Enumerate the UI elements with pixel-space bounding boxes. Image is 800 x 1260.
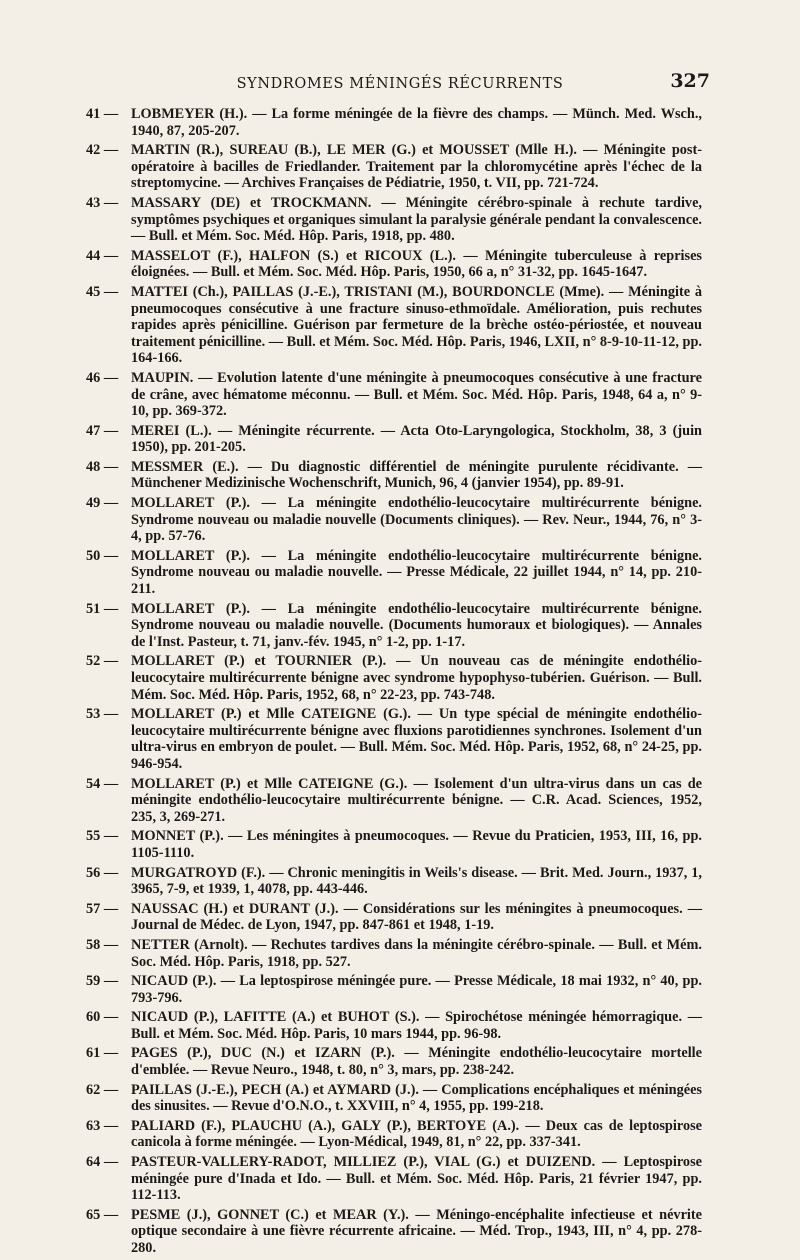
reference-number: 62 —	[86, 1081, 119, 1098]
reference-number: 47 —	[86, 422, 119, 439]
reference-number: 43 —	[86, 194, 119, 211]
reference-list	[86, 106, 702, 1260]
reference-entry	[86, 706, 702, 772]
reference-entry	[86, 370, 702, 420]
reference-text: NICAUD (P.), LAFITTE (A.) et BUHOT (S.). — Spirochétose méningée hémorragique. — Bull. et Mém. Soc. Méd. Hôp. Paris, 10 mars 1944, pp. 96-98.	[131, 1009, 702, 1042]
reference-text: MATTEI (Ch.), PAILLAS (J.-E.), TRISTANI (M.), BOURDONCLE (Mme). — Méningite à pneumocoques consécutive à une fracture sinuso-ethmoïdale. Amélioration, puis rechutes rapides après pénicilline. Guérison par fermeture de la brèche ostéo-périostée, et nouveau traitement pénicilline. — Bull. et Mém. Soc. Méd. Hôp. Paris, 1946, LXII, n° 8-9-10-11-12, pp. 164-166.	[131, 283, 702, 367]
reference-number: 48 —	[86, 458, 119, 475]
reference-number: 41 —	[86, 106, 119, 122]
reference-text: MURGATROYD (F.). — Chronic meningitis in Weils's disease. — Brit. Med. Journ., 1937, 1, 3965, 7-9, et 1939, 1, 4078, pp. 443-446.	[131, 864, 702, 898]
reference-number: 64 —	[86, 1154, 119, 1171]
reference-number: 53 —	[86, 706, 119, 723]
reference-text: MOLLARET (P.). — La méningite endothélio-leucocytaire multirécurrente bénigne. Syndrome nouveau ou maladie nouvelle. — Presse Médicale, 22 juillet 1944, n° 14, pp. 210-211.	[131, 547, 702, 598]
reference-text: MOLLARET (P.). — La méningite endothélio-leucocytaire multirécurrente bénigne. Syndrome nouveau ou maladie nouvelle. (Documents humoraux et biologiques). — Annales de l'Inst. Pasteur, t. 71, janv.-fév. 1945, n° 1-2, pp. 1-17.	[131, 600, 702, 650]
reference-number: 54 —	[86, 775, 119, 792]
reference-text: MOLLARET (P.) et Mlle CATEIGNE (G.). — Un type spécial de méningite endothélio-leucocytaire multirécurrente bénigne avec fluxions parotidiennes synchrones. Isolement d'un ultra-virus en embryon de poulet. — Bull. Mém. Soc. Méd. Hôp. Paris, 1952, 68, n° 24-25, pp. 946-954.	[131, 706, 702, 772]
reference-text: MARTIN (R.), SUREAU (B.), LE MER (G.) et MOUSSET (Mlle H.). — Méningite post-opératoire à bacilles de Friedlander. Traitement par la chloromycétine après l'échec de la streptomycine. — Archives Françaises de Pédiatrie, 1950, t. VII, pp. 721-724.	[131, 142, 702, 192]
running-head: SYNDROMES MÉNINGÉS RÉCURRENTS	[236, 76, 564, 92]
reference-text: MASSARY (DE) et TROCKMANN. — Méningite cérébro-spinale à rechute tardive, symptômes psychiques et organiques simulant la paralysie générale pendant la convalescence. — Bull. et Mém. Soc. Méd. Hôp. Paris, 1918, pp. 480.	[131, 194, 702, 245]
reference-text: PAGES (P.), DUC (N.) et IZARN (P.). — Méningite endothélio-leucocytaire mortelle d'emblée. — Revue Neuro., 1948, t. 80, n° 3, mars, pp. 238-242.	[131, 1045, 702, 1079]
reference-text: MONNET (P.). — Les méningites à pneumocoques. — Revue du Praticien, 1953, III, 16, pp. 1105-1110.	[131, 828, 702, 861]
reference-text: MEREI (L.). — Méningite récurrente. — Acta Oto-Laryngologica, Stockholm, 38, 3 (juin 1950), pp. 201-205.	[131, 422, 702, 456]
reference-entry	[86, 248, 702, 281]
reference-text: NETTER (Arnolt). — Rechutes tardives dans la méningite cérébro-spinale. — Bull. et Mém. Soc. Méd. Hôp. Paris, 1918, pp. 527.	[131, 936, 702, 970]
reference-entry	[86, 1118, 702, 1151]
reference-text: PAILLAS (J.-E.), PECH (A.) et AYMARD (J.). — Complications encéphaliques et méningées des sinusites. — Revue d'O.N.O., t. XXVIII, n° 4, 1955, pp. 199-218.	[131, 1081, 702, 1115]
reference-text: PASTEUR-VALLERY-RADOT, MILLIEZ (P.), VIAL (G.) et DUIZEND. — Leptospirose méningée pure d'Inada et Ido. — Bull. et Mém. Soc. Méd. Hôp. Paris, 21 février 1947, pp. 112-113.	[131, 1154, 702, 1204]
reference-entry	[86, 1207, 702, 1257]
reference-number: 58 —	[86, 936, 119, 953]
reference-entry	[86, 106, 702, 139]
reference-entry	[86, 284, 702, 367]
reference-entry	[86, 1009, 702, 1042]
reference-entry	[86, 195, 702, 245]
reference-text: MESSMER (E.). — Du diagnostic différentiel de méningite purulente récidivante. — Münchener Medizinische Wochenschrift, Munich, 96, 4 (janvier 1954), pp. 89-91.	[131, 458, 702, 492]
reference-text: MOLLARET (P.). — La méningite endothélio-leucocytaire multirécurrente bénigne. Syndrome nouveau ou maladie nouvelle (Documents cliniques). — Rev. Neur., 1944, 76, n° 3-4, pp. 57-76.	[131, 495, 702, 545]
reference-entry	[86, 653, 702, 703]
reference-number: 55 —	[86, 828, 119, 845]
reference-text: LOBMEYER (H.). — La forme méningée de la fièvre des champs. — Münch. Med. Wsch., 1940, 87, 205-207.	[131, 106, 702, 139]
reference-text: PALIARD (F.), PLAUCHU (A.), GALY (P.), BERTOYE (A.). — Deux cas de leptospirose canicola à forme méningée. — Lyon-Médical, 1949, 81, n° 22, pp. 337-341.	[131, 1117, 702, 1151]
reference-number: 56 —	[86, 864, 119, 881]
reference-entry	[86, 973, 702, 1006]
page-header	[90, 68, 710, 98]
reference-entry	[86, 495, 702, 545]
reference-number: 63 —	[86, 1117, 119, 1134]
reference-number: 50 —	[86, 547, 119, 564]
reference-number: 60 —	[86, 1009, 119, 1026]
reference-text: NICAUD (P.). — La leptospirose méningée pure. — Presse Médicale, 18 mai 1932, n° 40, pp. 793-796.	[131, 973, 702, 1006]
reference-number: 42 —	[86, 142, 119, 159]
page-number: 327	[670, 70, 710, 92]
reference-entry	[86, 601, 702, 651]
reference-number: 51 —	[86, 600, 119, 617]
reference-text: PESME (J.), GONNET (C.) et MEAR (Y.). — Méningo-encéphalite infectieuse et névrite optique secondaire à une fièvre récurrente africaine. — Méd. Trop., 1943, III, n° 4, pp. 278-280.	[131, 1206, 702, 1256]
reference-text: MAUPIN. — Evolution latente d'une méningite à pneumocoques consécutive à une fracture de crâne, avec hématome méconnu. — Bull. et Mém. Soc. Méd. Hôp. Paris, 1948, 64 a, n° 9-10, pp. 369-372.	[131, 369, 702, 420]
reference-entry	[86, 865, 702, 898]
reference-text: MASSELOT (F.), HALFON (S.) et RICOUX (L.). — Méningite tuberculeuse à reprises éloignées. — Bull. et Mém. Soc. Méd. Hôp. Paris, 1950, 66 a, n° 31-32, pp. 1645-1647.	[131, 247, 702, 281]
reference-entry	[86, 1154, 702, 1204]
reference-entry	[86, 459, 702, 492]
reference-entry	[86, 1045, 702, 1078]
reference-entry	[86, 776, 702, 826]
reference-number: 65 —	[86, 1206, 119, 1223]
reference-number: 46 —	[86, 369, 119, 386]
reference-text: NAUSSAC (H.) et DURANT (J.). — Considérations sur les méningites à pneumocoques. — Journal de Médec. de Lyon, 1947, pp. 847-861 et 1948, 1-19.	[131, 900, 702, 934]
reference-number: 57 —	[86, 900, 119, 917]
reference-entry	[86, 937, 702, 970]
reference-entry	[86, 1082, 702, 1115]
reference-number: 61 —	[86, 1045, 119, 1062]
reference-entry	[86, 142, 702, 192]
reference-text: MOLLARET (P.) et TOURNIER (P.). — Un nouveau cas de méningite endothélio-leucocytaire multirécurrente bénigne avec syndrome hypophyso-tubérien. Guérison. — Bull. Mém. Soc. Méd. Hôp. Paris, 1952, 68, n° 22-23, pp. 743-748.	[131, 653, 702, 703]
reference-number: 45 —	[86, 283, 119, 300]
reference-entry	[86, 423, 702, 456]
reference-number: 49 —	[86, 495, 119, 512]
reference-entry	[86, 548, 702, 598]
reference-text: MOLLARET (P.) et Mlle CATEIGNE (G.). — Isolement d'un ultra-virus dans un cas de méningite endothélio-leucocytaire multirécurrente bénigne. — C.R. Acad. Sciences, 1952, 235, 3, 269-271.	[131, 775, 702, 825]
reference-number: 44 —	[86, 247, 119, 264]
reference-entry	[86, 901, 702, 934]
reference-entry	[86, 828, 702, 861]
reference-number: 59 —	[86, 973, 119, 990]
reference-number: 52 —	[86, 653, 119, 670]
